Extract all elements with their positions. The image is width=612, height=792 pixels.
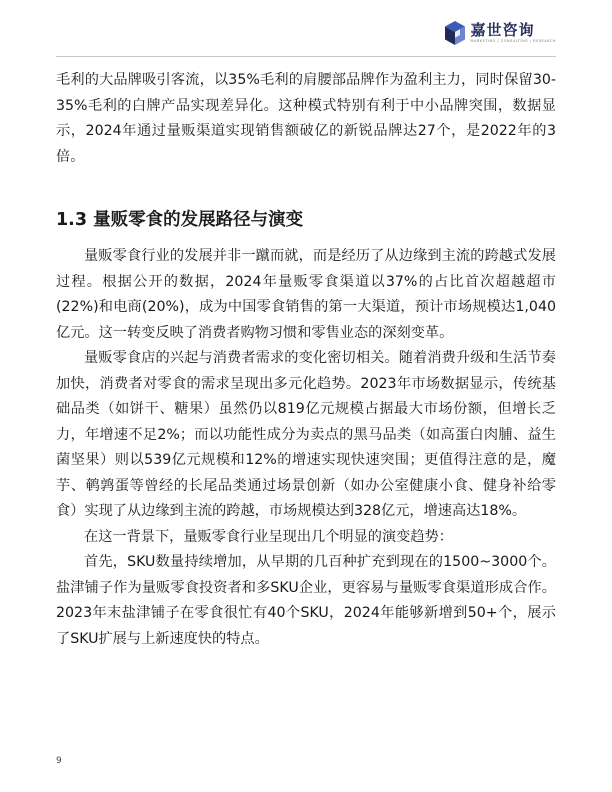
- logo-name: 嘉世咨询: [470, 21, 535, 39]
- company-logo: [444, 20, 556, 46]
- section-body: [56, 244, 556, 652]
- body-paragraph: 在这一背景下，量贩零食行业呈现出几个明显的演变趋势：: [84, 528, 453, 545]
- intro-paragraph-block: [56, 68, 556, 170]
- page-number: 9: [56, 756, 62, 766]
- page-header: [0, 0, 612, 60]
- body-paragraph: 量贩零食行业的发展并非一蹴而就，而是经历了从边缘到主流的跨越式发展过程。根据公开的数据，2024年量贩零食渠道以37%的占比首次超越超市(22%)和电商(20%)，成为中国零食销售的第一大渠道，预计市场规模达1,040亿元。这一转变反映了消费者购物习惯和零售业态的深刻变革。: [56, 248, 556, 341]
- cube-logo-icon: [444, 20, 466, 46]
- header-divider: [56, 56, 556, 57]
- section-heading: 1.3 量贩零食的发展路径与演变: [56, 210, 304, 230]
- body-paragraph: 量贩零食店的兴起与消费者需求的变化密切相关。随着消费升级和生活节奏加快，消费者对零食的需求呈现出多元化趋势。2023年市场数据显示，传统基础品类（如饼干、糖果）虽然仍以819亿元规模占据最大市场份额，但增长乏力，年增速不足2%；而以功能性成分为卖点的黑马品类（如高蛋白肉脯、益生菌坚果）则以539亿元规模和12%的增速实现快速突围；更值得注意的是，魔芋、鹌鹑蛋等曾经的长尾品类通过场景创新（如办公室健康小食、健身补给零食）实现了从边缘到主流的跨越，市场规模达到328亿元，增速高达18%。: [56, 350, 556, 519]
- intro-paragraph: 毛利的大品牌吸引客流，以35%毛利的肩腰部品牌作为盈利主力，同时保留30-35%毛利的白牌产品实现差异化。这种模式特别有利于中小品牌突围，数据显示，2024年通过量贩渠道实现销售额破亿的新锐品牌达27个，是2022年的3倍。: [56, 72, 556, 165]
- logo-tagline: MARKETING | CONSULTING | RESEARCH: [470, 39, 556, 43]
- body-paragraph: 首先，SKU数量持续增加，从早期的几百种扩充到现在的1500~3000个。盐津铺子作为量贩零食投资者和多SKU企业，更容易与量贩零食渠道形成合作。2023年末盐津铺子在零食很忙有40个SKU，2024年能够新增到50+个，展示了SKU扩展与上新速度快的特点。: [56, 554, 556, 647]
